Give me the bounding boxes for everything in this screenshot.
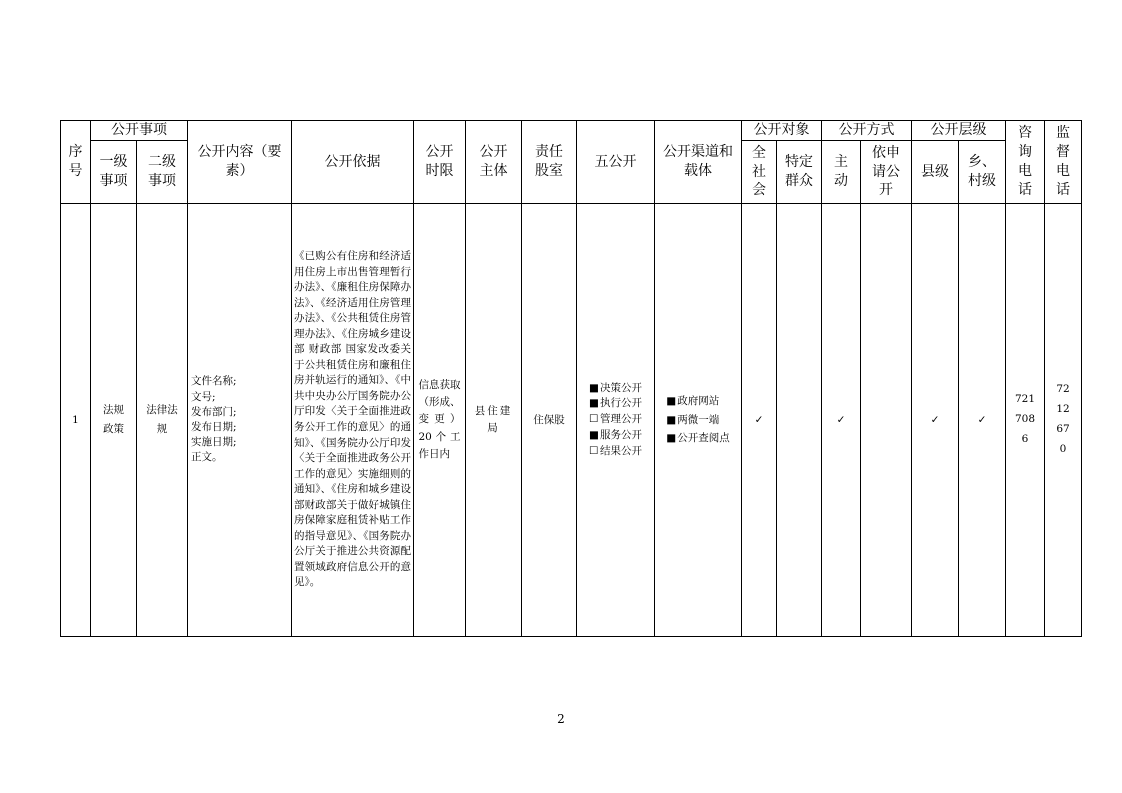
page-number: 2: [557, 712, 565, 726]
checked-box-icon: ■: [589, 428, 599, 441]
cell-method-active: ✓: [822, 204, 861, 637]
cell-channel: [655, 204, 742, 637]
basis-text: 《已购公有住房和经济适用住房上市出售管理暂行办法》、《廉租住房保障办法》、《经济适用住房管理办法》、《公共租赁住房管理办法》、《住房城乡建设部 财政部 国家发改委关于公共租赁住房和廉租住房并轨运行的通知》、《中共中央办公厅国务院办公厅印发〈关于全面推进政务公开工作的意见〉的通知》、《国务院办公厅印发〈关于全面推进政务公开工作的意见〉实施细则的通知》、《住房和城乡建设部财政部关于做好城镇住房保障家庭租赁补贴工作的指导意见》、《国务院办公厅关于推进公共资源配置领域政府信息公开的意见》。: [294, 250, 411, 589]
cell-subject: 县住建局: [466, 204, 522, 637]
cell-content: [188, 204, 292, 637]
header-target-all: 全社会: [742, 141, 777, 204]
header-time-limit: 公开时限: [414, 121, 466, 204]
five-public-item: [589, 444, 642, 460]
checked-box-icon: ■: [666, 395, 677, 408]
header-level-county: 县级: [912, 141, 959, 204]
cell-level2: 法律法规: [137, 204, 188, 637]
header-target: 公开对象: [742, 121, 822, 141]
five-public-item-label: 执行公开: [600, 397, 642, 410]
unchecked-box-icon: ☐: [589, 444, 599, 457]
five-public-item-label: 管理公开: [600, 413, 642, 426]
checked-box-icon: ■: [589, 397, 599, 410]
header-five-public: 五公开: [577, 121, 655, 204]
table-row: [61, 204, 1082, 637]
cell-target-all: ✓: [742, 204, 777, 637]
five-public-item-label: 结果公开: [600, 444, 642, 457]
header-seq: 序号: [61, 121, 91, 204]
cell-supervise-phone: 7212670: [1045, 204, 1082, 637]
header-basis: 公开依据: [292, 121, 414, 204]
five-public-item: [589, 381, 642, 397]
header-dept: 责任股室: [522, 121, 577, 204]
five-public-item: [589, 428, 642, 444]
channel-item: [666, 429, 730, 447]
content-list: [191, 374, 288, 465]
cell-dept: 住保股: [522, 204, 577, 637]
cell-consult-phone: 7217086: [1006, 204, 1045, 637]
header-level2: 二级事项: [137, 141, 188, 204]
checked-box-icon: ■: [666, 432, 677, 445]
channel-item-label: 公开查阅点: [677, 432, 730, 445]
cell-level1: 法规政策: [91, 204, 137, 637]
header-subject: 公开主体: [466, 121, 522, 204]
channel-item-label: 政府网站: [677, 395, 720, 408]
five-public-item: [589, 396, 642, 412]
header-level-village: 乡、村级: [959, 141, 1006, 204]
channel-item-label: 两微一端: [677, 413, 720, 426]
channel-item: [666, 392, 730, 410]
header-target-specific: 特定群众: [777, 141, 822, 204]
cell-method-apply: [861, 204, 912, 637]
header-channel: 公开渠道和载体: [655, 121, 742, 204]
cell-time-limit: 信息获取（形成、变更）20个工作日内: [414, 204, 466, 637]
header-level: 公开层级: [912, 121, 1006, 141]
channel-item: [666, 411, 730, 429]
checked-box-icon: ■: [666, 413, 677, 426]
content-item: 实施日期;: [191, 436, 237, 449]
header-level1: 一级事项: [91, 141, 137, 204]
five-public-item: [589, 412, 642, 428]
cell-level-village: ✓: [959, 204, 1006, 637]
channel-list: [666, 392, 730, 447]
cell-level-county: ✓: [912, 204, 959, 637]
cell-seq: 1: [61, 204, 91, 637]
public-affairs-table: [60, 120, 1082, 637]
content-item: 发布部门;: [191, 405, 237, 418]
header-consult-phone: 咨询电话: [1006, 121, 1045, 204]
checked-box-icon: ■: [589, 381, 599, 394]
cell-target-specific: [777, 204, 822, 637]
header-method-apply: 依申请公开: [861, 141, 912, 204]
header-public-items: 公开事项: [91, 121, 188, 141]
content-item: 正文。: [191, 451, 223, 464]
header-supervise-phone: 监督电话: [1045, 121, 1082, 204]
header-content: 公开内容（要素）: [188, 121, 292, 204]
content-item: 文件名称;: [191, 375, 237, 388]
five-public-list: [589, 381, 642, 460]
unchecked-box-icon: ☐: [589, 413, 599, 426]
header-method: 公开方式: [822, 121, 912, 141]
five-public-item-label: 决策公开: [600, 381, 642, 394]
cell-five-public: [577, 204, 655, 637]
cell-basis: [292, 204, 414, 637]
content-item: 发布日期;: [191, 421, 237, 433]
five-public-item-label: 服务公开: [600, 428, 642, 441]
content-item: 文号;: [191, 390, 216, 403]
header-method-active: 主动: [822, 141, 861, 204]
